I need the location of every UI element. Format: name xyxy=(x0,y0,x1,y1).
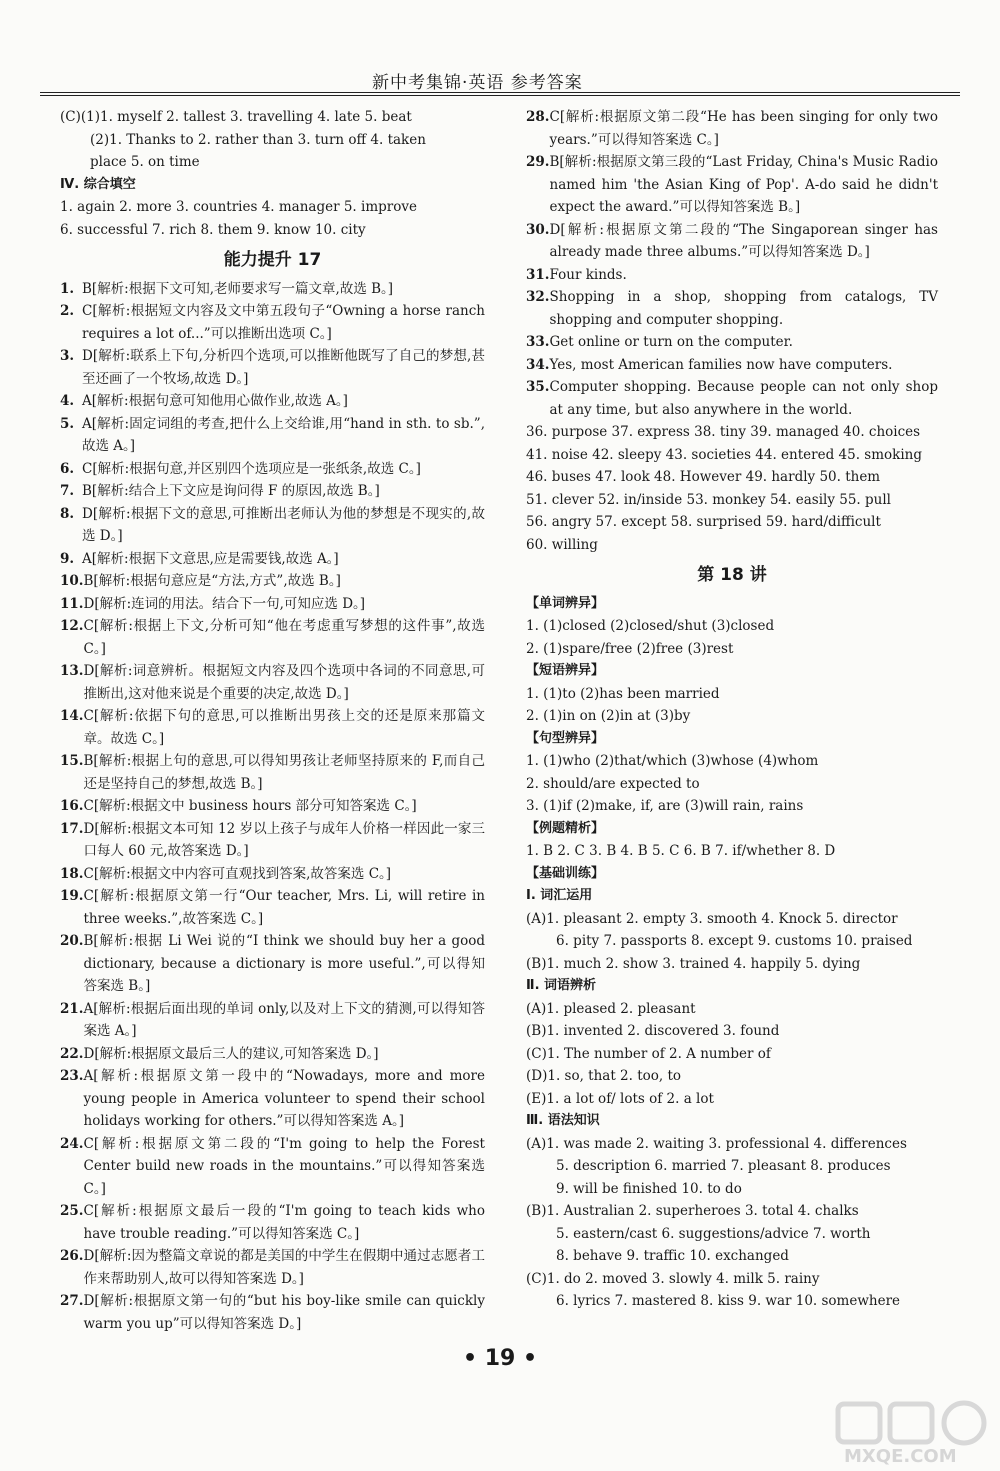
answer-item xyxy=(60,795,485,818)
answer-line: 1. again 2. more 3. countries 4. manager 5. improve xyxy=(60,199,417,215)
item-number: 22. xyxy=(60,1045,84,1062)
answer-line: place 5. on time xyxy=(90,154,200,170)
answer-line: (C)1. do 2. moved 3. slowly 4. milk 5. rainy xyxy=(526,1270,820,1287)
answer-item xyxy=(60,413,485,458)
answer-item xyxy=(60,548,485,571)
item-number: 30. xyxy=(526,221,550,238)
answer-line: 41. noise 42. sleepy 43. societies 44. entered 45. smoking xyxy=(526,446,922,463)
left-column xyxy=(60,106,485,1335)
answer-list xyxy=(60,278,485,1336)
item-text: D[解析:根据原文第一句的“but his boy-like smile can quickly warm you up”可以得知答案选 D。] xyxy=(83,1293,485,1332)
answer-line: 5. eastern/cast 6. suggestions/advice 7. worth xyxy=(556,1225,871,1242)
answer-item xyxy=(60,503,485,548)
item-number: 21. xyxy=(60,1000,84,1017)
item-number: 15. xyxy=(60,753,84,769)
answer-item xyxy=(60,1133,485,1201)
answer-line: 1. B 2. C 3. B 4. B 5. C 6. B 7. if/whether 8. D xyxy=(526,843,836,859)
item-text: D[解析:联系上下句,分析四个选项,可以推断他既写了自己的梦想,甚至还画了一个牧场,故选 D。] xyxy=(82,348,485,387)
answer-item xyxy=(526,376,938,421)
answer-line: 9. will be finished 10. to do xyxy=(556,1180,742,1197)
answer-line: 51. clever 52. in/inside 53. monkey 54. easily 55. pull xyxy=(526,491,891,508)
item-text: C[解析:根据原文第二段“He has been singing for only two years.”可以得知答案选 C。] xyxy=(549,109,938,148)
answer-item xyxy=(526,151,938,219)
answer-line: 3. (1)if (2)make, if, are (3)will rain, rains xyxy=(526,798,804,814)
sub-heading: Ⅱ. 词语辨析 xyxy=(526,978,597,993)
answer-line: (C)(1)1. myself 2. tallest 3. travelling 4. late 5. beat xyxy=(60,109,412,125)
answer-line: (E)1. a lot of/ lots of 2. a lot xyxy=(526,1090,714,1107)
item-number: 33. xyxy=(526,334,550,350)
answer-item xyxy=(60,458,485,481)
answer-line: 6. lyrics 7. mastered 8. kiss 9. war 10. somewhere xyxy=(556,1293,901,1309)
right-column xyxy=(526,106,938,1313)
block-heading: 【例题精析】 xyxy=(526,820,605,836)
item-number: 1. xyxy=(60,280,75,297)
section-heading: Ⅳ. 综合填空 xyxy=(60,176,136,192)
block-heading: 【单词辨异】 xyxy=(526,595,605,611)
answer-item xyxy=(60,998,485,1043)
answer-item xyxy=(60,593,485,616)
item-text: C[解析:根据短文内容及文中第五段句子“Owning a horse ranch requires a lot of...”可以推断出选项 C。] xyxy=(82,303,485,342)
item-text: B[解析:结合上下文应是询问得 F 的原因,故选 B。] xyxy=(82,483,380,499)
watermark-text: MXQE.COM xyxy=(844,1446,957,1466)
item-number: 20. xyxy=(60,933,84,949)
item-number: 4. xyxy=(60,393,75,409)
item-text: D[解析:词意辨析。根据短文内容及四个选项中各词的不同意思,可推断出,这对他来说是个重要的决定,故选 D。] xyxy=(83,663,485,702)
answer-line: (B)1. invented 2. discovered 3. found xyxy=(526,1023,780,1039)
page-number: • 19 • xyxy=(462,1346,538,1371)
answer-item xyxy=(60,660,485,705)
item-text: A[解析:根据句意可知他用心做作业,故选 A。] xyxy=(82,393,348,409)
item-number: 34. xyxy=(526,356,550,373)
watermark-logo xyxy=(832,1400,992,1466)
item-number: 32. xyxy=(526,289,550,305)
answer-item xyxy=(60,390,485,413)
item-text: A[解析:根据后面出现的单词 only,以及对上下文的猜测,可以得知答案选 A。] xyxy=(83,1000,485,1039)
item-number: 17. xyxy=(60,820,84,837)
item-number: 13. xyxy=(60,663,84,679)
item-text: A[解析:根据原文第一段中的“Nowadays, more and more young people in America volunteer to spend their school holidays working for others.”可以得知答案选 A。] xyxy=(83,1068,485,1129)
answer-item xyxy=(60,1043,485,1066)
lecture-title: 第 18 讲 xyxy=(697,565,767,585)
answer-item xyxy=(60,1065,485,1133)
answer-item xyxy=(60,345,485,390)
item-text: C[解析:依据下句的意思,可以推断出男孩上交的还是原来那篇文章。故选 C。] xyxy=(83,708,485,747)
answer-line: (2)1. Thanks to 2. rather than 3. turn off 4. taken xyxy=(90,131,426,148)
item-text: C[解析:根据句意,并区别四个选项应是一张纸条,故选 C。] xyxy=(82,460,421,477)
answer-line: 56. angry 57. except 58. surprised 59. hard/difficult xyxy=(526,514,881,530)
item-text: D[解析:连词的用法。结合下一句,可知应选 D。] xyxy=(83,595,366,612)
item-number: 35. xyxy=(526,379,550,395)
item-text: C[解析:根据原文最后一段的“I'm going to teach kids who have trouble reading.”可以得知答案选 C。] xyxy=(83,1203,485,1242)
item-number: 6. xyxy=(60,460,75,477)
answer-line: 6. pity 7. passports 8. except 9. customs 10. praised xyxy=(556,933,913,949)
answer-line: 5. description 6. married 7. pleasant 8. produces xyxy=(556,1158,891,1174)
answer-item xyxy=(526,286,938,331)
block-heading: 【句型辨异】 xyxy=(526,730,605,746)
item-number: 16. xyxy=(60,798,84,814)
item-text: D[解析:根据下文的意思,可推断出老师认为他的梦想是不现实的,故选 D。] xyxy=(82,505,485,544)
answer-item xyxy=(60,1200,485,1245)
answer-line: 1. (1)closed (2)closed/shut (3)closed xyxy=(526,618,775,634)
answer-item xyxy=(60,863,485,886)
item-text: B[解析:根据上句的意思,可以得知男孩让老师坚持原来的 F,而自己还是坚持自己的梦想,故选 B。] xyxy=(83,753,485,792)
answer-item xyxy=(526,264,938,287)
item-number: 2. xyxy=(60,303,75,319)
answer-line: 1. (1)who (2)that/which (3)whose (4)whom xyxy=(526,753,819,769)
item-number: 14. xyxy=(60,708,84,724)
header-title: 新中考集锦·英语 参考答案 xyxy=(372,73,583,93)
item-text: C[解析:根据文中 business hours 部分可知答案选 C。] xyxy=(83,798,417,814)
item-text: B[解析:根据原文第三段的“Last Friday, China's Music Radio named him 'the Asian King of Pop'. A-do said he didn't expect the award.”可以得知答案选 B。] xyxy=(549,154,938,215)
item-number: 24. xyxy=(60,1135,84,1152)
sub-heading: Ⅰ. 词汇运用 xyxy=(526,888,593,903)
item-number: 18. xyxy=(60,865,84,882)
item-text: A[解析:固定词组的考查,把什么上交给谁,用“hand in sth. to sb.”,故选 A。] xyxy=(82,415,485,454)
item-text: B[解析:根据下文可知,老师要求写一篇文章,故选 B。] xyxy=(82,280,394,297)
answer-line: 8. behave 9. traffic 10. exchanged xyxy=(556,1248,789,1264)
answer-item xyxy=(60,480,485,503)
item-number: 27. xyxy=(60,1293,84,1309)
answer-line: (A)1. pleased 2. pleasant xyxy=(526,1000,696,1017)
answer-item xyxy=(60,750,485,795)
answer-line: 2. (1)spare/free (2)free (3)rest xyxy=(526,640,734,657)
answer-item xyxy=(526,354,938,377)
header-rule xyxy=(40,92,960,93)
item-number: 11. xyxy=(60,595,84,612)
answer-line: 6. successful 7. rich 8. them 9. know 10. city xyxy=(60,221,366,238)
block-heading: 【基础训练】 xyxy=(526,865,605,881)
item-text: B[解析:根据句意应是“方法,方式”,故选 B。] xyxy=(83,573,341,589)
item-number: 12. xyxy=(60,618,84,634)
answer-item xyxy=(60,1245,485,1290)
answer-item xyxy=(60,930,485,998)
item-text: D[解析:根据原文最后三人的建议,可知答案选 D。] xyxy=(83,1045,379,1062)
answer-line: 60. willing xyxy=(526,536,598,553)
answer-item xyxy=(60,885,485,930)
item-number: 23. xyxy=(60,1068,84,1084)
answer-item xyxy=(60,818,485,863)
answer-line: 46. buses 47. look 48. However 49. hardly 50. them xyxy=(526,469,881,485)
answer-line: 2. should/are expected to xyxy=(526,775,700,792)
answer-item xyxy=(60,570,485,593)
header-rule-thin xyxy=(40,95,960,96)
answer-line: 2. (1)in on (2)in at (3)by xyxy=(526,708,691,724)
answer-item xyxy=(60,615,485,660)
item-number: 31. xyxy=(526,266,550,283)
answer-item xyxy=(60,300,485,345)
answer-item xyxy=(526,219,938,264)
block-heading: 【短语辨异】 xyxy=(526,663,605,678)
item-text: Four kinds. xyxy=(549,266,627,283)
item-number: 7. xyxy=(60,483,75,499)
answer-line: (B)1. Australian 2. superheroes 3. total 4. chalks xyxy=(526,1203,859,1219)
item-text: D[解析:根据文本可知 12 岁以上孩子与成年人价格一样因此一家三口每人 60 元,故答案选 D。] xyxy=(83,820,485,859)
section-title: 能力提升 17 xyxy=(223,250,322,270)
item-number: 26. xyxy=(60,1248,84,1264)
item-text: C[解析:根据原文第二段的“I'm going to help the Forest Center build new roads in the mountains.”可以得知答案选 C。] xyxy=(83,1135,485,1197)
answer-item xyxy=(60,1290,485,1335)
item-text: B[解析:根据 Li Wei 说的“I think we should buy her a good dictionary, because a dictionary is more useful.”,可以得知答案选 B。] xyxy=(83,933,485,994)
answer-line: (D)1. so, that 2. too, to xyxy=(526,1068,682,1084)
item-number: 9. xyxy=(60,550,75,567)
item-text: D[解析:根据原文第二段的“The Singaporean singer has already made three albums.”可以得知答案选 D。] xyxy=(549,221,938,260)
item-number: 25. xyxy=(60,1203,84,1219)
answer-line: 36. purpose 37. express 38. tiny 39. managed 40. choices xyxy=(526,424,921,440)
item-text: Shopping in a shop, shopping from catalogs, TV shopping and computer shopping. xyxy=(549,289,938,328)
page-header xyxy=(0,62,1000,94)
answer-line: (A)1. pleasant 2. empty 3. smooth 4. Knock 5. director xyxy=(526,910,898,927)
answer-line: (A)1. was made 2. waiting 3. professional 4. differences xyxy=(526,1135,907,1152)
answer-line: (C)1. The number of 2. A number of xyxy=(526,1045,771,1062)
item-text: Computer shopping. Because people can not only shop at any time, but also anywhere in the world. xyxy=(549,379,938,418)
item-number: 8. xyxy=(60,505,75,522)
answer-item xyxy=(60,705,485,750)
item-number: 19. xyxy=(60,888,84,904)
item-text: Yes, most American families now have computers. xyxy=(549,356,893,373)
item-text: C[解析:根据文中内容可直观找到答案,故答案选 C。] xyxy=(83,865,392,882)
item-number: 29. xyxy=(526,154,550,170)
item-text: A[解析:根据下文意思,应是需要钱,故选 A。] xyxy=(82,550,339,567)
item-text: C[解析:根据原文第一行“Our teacher, Mrs. Li, will retire in three weeks.”,故答案选 C。] xyxy=(83,888,485,927)
answer-item xyxy=(526,106,938,151)
item-text: D[解析:因为整篇文章说的都是美国的中学生在假期中通过志愿者工作来帮助别人,故可以得知答案选 D。] xyxy=(83,1248,485,1287)
sub-heading: Ⅲ. 语法知识 xyxy=(526,1113,600,1128)
item-number: 10. xyxy=(60,573,84,589)
item-text: C[解析:根据上下文,分析可知“他在考虑重写梦想的这件事”,故选 C。] xyxy=(83,618,485,657)
item-number: 28. xyxy=(526,109,550,125)
item-number: 3. xyxy=(60,348,75,364)
answer-item xyxy=(60,278,485,301)
answer-list xyxy=(526,106,938,421)
answer-line: (B)1. much 2. show 3. trained 4. happily 5. dying xyxy=(526,955,861,972)
answer-item xyxy=(526,331,938,354)
item-number: 5. xyxy=(60,415,75,432)
item-text: Get online or turn on the computer. xyxy=(549,334,793,350)
answer-line: 1. (1)to (2)has been married xyxy=(526,685,720,702)
